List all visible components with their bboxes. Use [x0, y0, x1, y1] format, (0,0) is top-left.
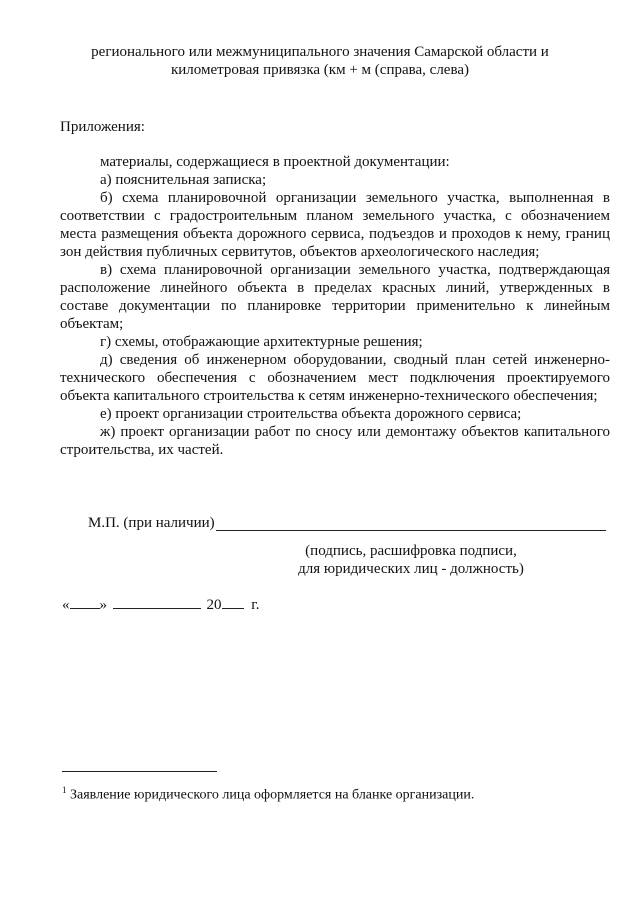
header-line-2: километровая привязка (км + м (справа, слева) [170, 62, 470, 78]
date-close-quote: » [99, 597, 107, 613]
appendix-list [60, 153, 610, 459]
appendix-title: Приложения: [60, 119, 145, 135]
date-open-quote: « [62, 597, 70, 613]
signature-line [216, 530, 606, 531]
footnote-separator [62, 771, 217, 772]
appendix-item-v: в) схема планировочной организации земельного участка, подтверждающая расположение линейного объекта в пределах красных линий, утвержденных в составе документации по планировке территории применительно к линейным объектам; [60, 262, 610, 332]
appendix-item-a: а) пояснительная записка; [100, 172, 267, 188]
appendix-item-zh: ж) проект организации работ по сносу или демонтажу объектов капитального строительства, их частей. [60, 424, 610, 458]
footnote [62, 781, 474, 805]
date-line [62, 596, 259, 614]
stamp-label: М.П. (при наличии) [88, 515, 215, 531]
year-prefix: 20 [206, 597, 222, 613]
appendix-item-e: е) проект организации строительства объекта дорожного сервиса; [100, 406, 522, 422]
year-suffix: г. [251, 597, 260, 613]
footnote-text: Заявление юридического лица оформляется на бланке организации. [70, 787, 475, 803]
appendix-item-b: б) схема планировочной организации земельного участка, выполненная в соответствии с градостроительным планом земельного участка, с обозначением места размещения объекта дорожного сервиса, подъездов и проходов к нему, границ зон действия публичных сервитутов, объектов археологического наследия; [60, 190, 610, 260]
appendix-item-intro: материалы, содержащиеся в проектной документации: [100, 154, 450, 170]
month-blank [113, 596, 201, 609]
day-blank [70, 596, 100, 609]
appendix-item-d: д) сведения об инженерном оборудовании, сводный план сетей инженерно-технического обеспечения с обозначением мест подключения проектируемого объекта капитального строительства к сетям инженерно-технического обеспечения; [60, 352, 610, 404]
appendix-item-g: г) схемы, отображающие архитектурные решения; [100, 334, 423, 350]
signature-caption-1: (подпись, расшифровка подписи, [305, 543, 517, 559]
footnote-marker: 1 [62, 785, 67, 795]
header-line-1: регионального или межмуниципального значения Самарской области и [91, 44, 549, 60]
year-blank [222, 596, 244, 609]
signature-caption-2: для юридических лиц - должность) [298, 561, 524, 577]
